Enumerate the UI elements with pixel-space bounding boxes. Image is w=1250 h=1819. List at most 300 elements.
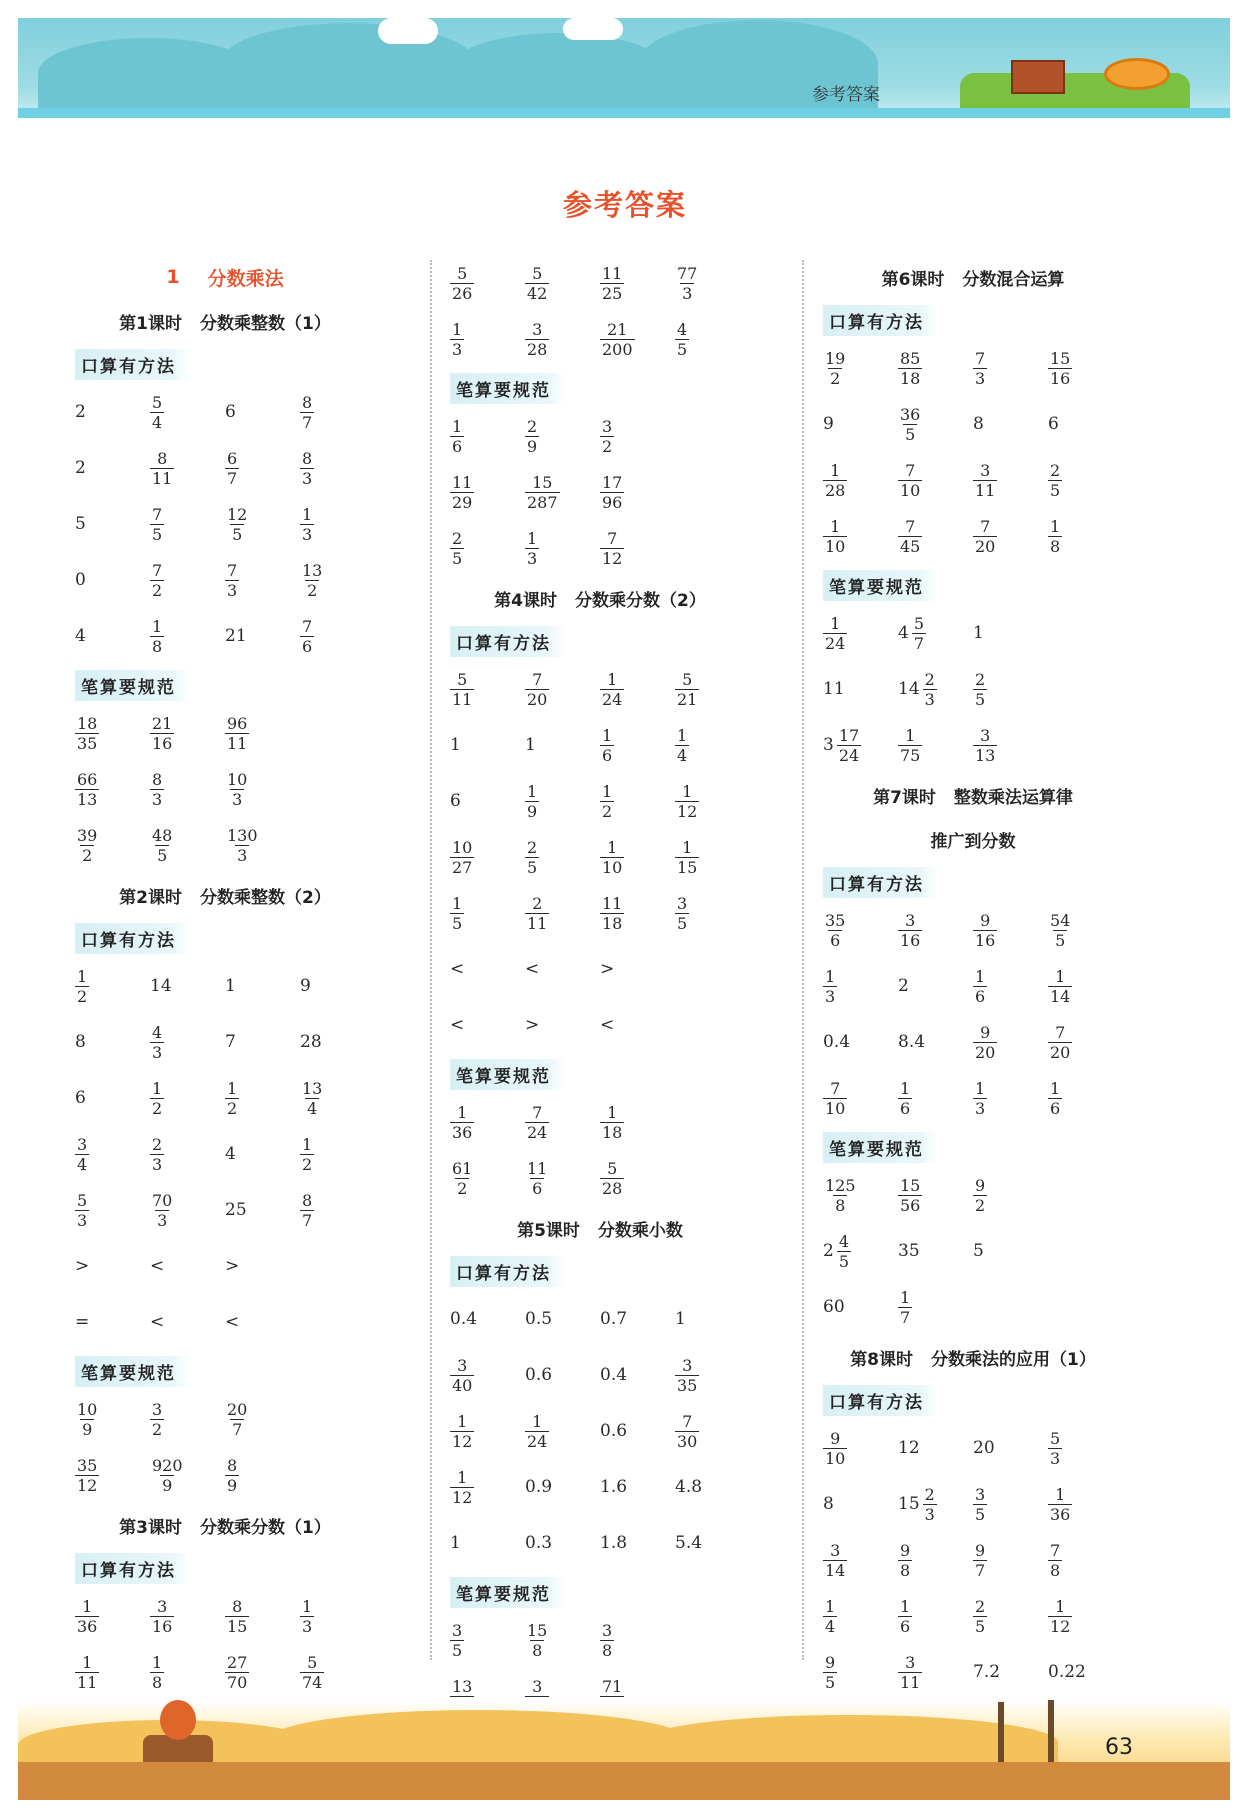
answer-cell (150, 617, 225, 656)
fraction-stack (525, 1103, 549, 1142)
numerator: 2 (532, 893, 543, 913)
section-heading: 口算有方法 (75, 1553, 190, 1584)
fraction (450, 838, 474, 877)
answer-cell (823, 1597, 898, 1636)
fraction-stack (675, 838, 699, 877)
denominator: 28 (602, 1178, 623, 1198)
numerator: 2 (527, 837, 538, 857)
answer-cell: 0 (75, 570, 86, 590)
denominator: 9 (527, 436, 538, 456)
fraction-stack (898, 517, 922, 556)
numerator: 20 (227, 1399, 248, 1419)
answer-row (450, 1150, 750, 1206)
denominator: 5 (905, 424, 916, 444)
fraction (973, 461, 997, 500)
tree-icon (998, 1702, 1004, 1762)
numerator: 7 (980, 516, 991, 536)
answer-cell: < (225, 1312, 240, 1332)
answer-cell (823, 1429, 898, 1468)
answer-cell (525, 417, 600, 456)
answer-cell (525, 320, 600, 359)
answer-cell: 0.6 (600, 1421, 628, 1441)
answer-row (823, 452, 1123, 508)
denominator: 3 (302, 1616, 313, 1636)
fraction (823, 726, 861, 765)
numerator: 1 (452, 416, 463, 436)
answer-row (75, 1391, 375, 1447)
answer-cell (600, 782, 675, 821)
fraction-stack (300, 561, 324, 600)
fraction-stack (675, 320, 689, 359)
numerator: 71 (602, 1676, 623, 1696)
fraction (300, 617, 314, 656)
answer-cell (1048, 1079, 1123, 1118)
fraction (450, 473, 474, 512)
denominator: 5 (975, 1504, 986, 1524)
answer-cell (600, 726, 675, 765)
fraction (450, 529, 464, 568)
numerator: 48 (152, 825, 173, 845)
answer-cell (75, 1597, 150, 1636)
fraction-stack (450, 529, 464, 568)
fraction (75, 1135, 89, 1174)
numerator: 11 (452, 472, 473, 492)
answer-row (75, 958, 375, 1014)
answer-column-3 (823, 255, 1123, 1700)
lesson-heading (75, 299, 375, 343)
fraction (525, 782, 539, 821)
fraction (898, 1288, 912, 1327)
fraction-stack (450, 1412, 474, 1451)
denominator: 36 (452, 1122, 473, 1142)
fraction-stack (75, 1135, 89, 1174)
numerator: 1 (302, 504, 313, 524)
tree-icon (1048, 1700, 1054, 1762)
fraction-stack (1048, 1079, 1062, 1118)
answer-cell: 28 (300, 1032, 322, 1052)
answer-cell: 8.4 (898, 1032, 926, 1052)
fraction-stack (150, 617, 164, 656)
section-heading: 口算有方法 (823, 1385, 938, 1416)
fraction-stack (150, 1597, 174, 1636)
denominator: 3 (682, 283, 693, 303)
denominator: 5 (1050, 480, 1061, 500)
numerator: 8 (152, 769, 163, 789)
answer-cell (675, 894, 750, 933)
numerator: 5 (77, 1190, 88, 1210)
fraction-stack (923, 670, 937, 709)
fraction (225, 714, 249, 753)
answer-cell: < (525, 959, 540, 979)
answer-row (823, 1279, 1123, 1335)
fraction (600, 838, 624, 877)
fraction-stack (973, 349, 987, 388)
fraction (150, 1023, 164, 1062)
answer-cell (150, 714, 225, 753)
answer-cell (150, 561, 225, 600)
answer-cell (898, 461, 973, 500)
answer-cell: > (75, 1256, 90, 1276)
denominator: 14 (825, 1560, 846, 1580)
answer-cell (75, 1135, 150, 1174)
denominator: 16 (152, 1616, 173, 1636)
numerator: 3 (77, 1134, 88, 1154)
fraction-stack (1048, 1485, 1072, 1524)
fraction (525, 320, 549, 359)
lesson-title: 分数乘小数 (597, 1220, 683, 1241)
denominator: 12 (452, 1487, 473, 1507)
whole-part: 15 (898, 1494, 920, 1514)
answer-row (75, 384, 375, 440)
numerator: 1 (1050, 1078, 1061, 1098)
page-header (18, 18, 1230, 118)
numerator: 2 (975, 1596, 986, 1616)
fraction (525, 264, 549, 303)
answer-cell (675, 264, 750, 303)
fraction (898, 1176, 922, 1215)
answer-row (75, 440, 375, 496)
answer-cell (1048, 517, 1123, 556)
fraction-stack (75, 1597, 99, 1636)
numerator: 3 (682, 1355, 693, 1375)
answer-cell: 35 (898, 1241, 920, 1261)
answer-cell (898, 1485, 973, 1524)
fraction-stack (525, 1159, 549, 1198)
denominator: 4 (77, 1154, 88, 1174)
fraction (525, 1159, 549, 1198)
denominator: 9 (527, 801, 538, 821)
fraction-stack (450, 473, 474, 512)
denominator: 6 (532, 1178, 543, 1198)
denominator: 7 (227, 468, 238, 488)
fraction-stack (75, 967, 89, 1006)
denominator: 74 (302, 1672, 323, 1692)
numerator: 15 (1050, 348, 1071, 368)
denominator: 20 (527, 689, 548, 709)
answer-cell: 60 (823, 1297, 845, 1317)
denominator: 8 (532, 1640, 543, 1660)
fraction (600, 1103, 624, 1142)
denominator: 35 (677, 1375, 698, 1395)
denominator: 5 (527, 857, 538, 877)
unit-title: 分数乘法 (207, 267, 284, 290)
header-hill (218, 23, 478, 108)
fraction (1048, 967, 1072, 1006)
answer-row (823, 1014, 1123, 1070)
numerator: 7 (302, 616, 313, 636)
denominator: 28 (527, 339, 548, 359)
fraction-stack (450, 1621, 464, 1660)
denominator: 8 (1050, 1560, 1061, 1580)
answer-cell (525, 1103, 600, 1142)
lesson-title: 分数混合运算 (962, 269, 1065, 290)
numerator: 1 (682, 837, 693, 857)
numerator: 17 (602, 472, 623, 492)
denominator: 7 (975, 1560, 986, 1580)
answer-cell: 1 (450, 735, 461, 755)
fraction-stack (1048, 1541, 1062, 1580)
fraction-stack (75, 770, 99, 809)
answer-cell (600, 264, 675, 303)
fraction (898, 726, 922, 765)
fraction-stack (450, 894, 464, 933)
numerator: 5 (913, 613, 925, 633)
fraction-stack (898, 726, 922, 765)
answer-cell: 0.5 (525, 1309, 553, 1329)
answer-row (75, 1070, 375, 1126)
answer-cell: 0.6 (525, 1365, 553, 1385)
fraction (525, 1621, 549, 1660)
denominator: 24 (527, 1122, 548, 1142)
answer-row (450, 661, 750, 717)
denominator: 5 (975, 1616, 986, 1636)
fraction-stack (675, 782, 699, 821)
answer-cell (1048, 1597, 1123, 1636)
answer-cell: 2 (75, 458, 86, 478)
fraction (675, 838, 699, 877)
section-heading: 笔算要规范 (823, 1132, 938, 1163)
numerator: 11 (527, 1158, 548, 1178)
answer-cell: 6 (75, 1088, 86, 1108)
fraction (600, 320, 635, 359)
numerator: 7 (1050, 1540, 1061, 1560)
answer-cell (225, 1653, 300, 1692)
numerator: 125 (825, 1175, 856, 1195)
fraction (823, 1597, 837, 1636)
fraction-stack (823, 1176, 858, 1215)
lesson-title: 分数乘整数（2） (200, 887, 331, 908)
lesson-label: 第7课时 (873, 787, 936, 808)
section-heading: 口算有方法 (450, 626, 565, 657)
worm-icon (160, 1700, 196, 1740)
denominator: 5 (452, 1640, 463, 1660)
denominator: 3 (1050, 1448, 1061, 1468)
answer-cell: 9 (300, 976, 311, 996)
answer-cell: 1 (675, 1309, 686, 1329)
fraction-stack (525, 670, 549, 709)
answer-cell (600, 417, 675, 456)
numerator: 920 (152, 1455, 183, 1475)
fraction (1048, 461, 1062, 500)
numerator: 5 (307, 1652, 318, 1672)
fraction (150, 1079, 164, 1118)
fraction (600, 670, 624, 709)
numerator: 8 (302, 392, 313, 412)
answer-cell (898, 726, 973, 765)
numerator: 21 (152, 713, 173, 733)
fraction (1048, 1541, 1062, 1580)
numerator: 1 (457, 1467, 468, 1487)
denominator: 200 (602, 339, 633, 359)
fraction (675, 670, 699, 709)
denominator: 6 (900, 1616, 911, 1636)
numerator: 6 (227, 448, 238, 468)
fraction-stack (675, 264, 699, 303)
header-band (18, 108, 1230, 118)
numerator: 1 (152, 1652, 163, 1672)
fraction-stack (600, 320, 635, 359)
answer-cell (75, 967, 150, 1006)
answer-cell: 20 (973, 1438, 995, 1458)
fraction-stack (898, 349, 922, 388)
fraction (898, 461, 922, 500)
fraction-stack (150, 449, 174, 488)
denominator: 30 (677, 1431, 698, 1451)
denominator: 6 (900, 1098, 911, 1118)
numerator: 9 (830, 1428, 841, 1448)
footer-hill (268, 1710, 688, 1770)
numerator: 2 (975, 669, 986, 689)
fraction (150, 1400, 164, 1439)
section-heading-wrap (75, 1350, 375, 1391)
fraction-stack (525, 894, 549, 933)
fraction-stack (837, 1232, 851, 1271)
fraction (675, 1356, 699, 1395)
fraction (450, 264, 474, 303)
fraction-stack (823, 1079, 847, 1118)
numerator: 9 (975, 1540, 986, 1560)
numerator: 1 (607, 1102, 618, 1122)
fraction (1048, 911, 1072, 950)
lesson-label: 第4课时 (494, 590, 557, 611)
answer-cell (525, 1412, 600, 1451)
answer-cell (823, 1232, 898, 1271)
fraction-stack (1048, 349, 1072, 388)
denominator: 2 (602, 801, 613, 821)
answer-cell (600, 1103, 675, 1142)
answer-row (450, 311, 750, 367)
denominator: 8 (152, 1672, 163, 1692)
answer-cell: = (75, 1312, 90, 1332)
fraction-stack (898, 1079, 912, 1118)
fraction (225, 1079, 239, 1118)
denominator: 11 (152, 468, 173, 488)
fraction-stack (150, 1191, 174, 1230)
fraction-stack (300, 1597, 314, 1636)
unit-heading (75, 255, 375, 299)
answer-cell: 0.4 (450, 1309, 478, 1329)
answer-cell: 4.8 (675, 1477, 703, 1497)
fraction (525, 473, 560, 512)
numerator: 3 (157, 1596, 168, 1616)
lesson-heading (823, 1335, 1123, 1379)
fraction-stack (225, 714, 249, 753)
fraction-stack (450, 264, 474, 303)
denominator: 20 (1050, 1042, 1071, 1062)
numerator: 1 (457, 1411, 468, 1431)
answer-cell (898, 1288, 973, 1327)
denominator: 3 (924, 1504, 935, 1524)
fraction-stack (973, 1597, 987, 1636)
fraction (525, 894, 549, 933)
fraction-stack (973, 1541, 987, 1580)
fraction (675, 320, 689, 359)
answer-cell: 8 (973, 414, 984, 434)
numerator: 1 (830, 613, 841, 633)
answer-cell (450, 320, 525, 359)
numerator: 2 (152, 1134, 163, 1154)
answer-row (450, 1094, 750, 1150)
numerator: 21 (607, 319, 628, 339)
fraction-stack (675, 1412, 699, 1451)
answer-cell (525, 1621, 600, 1660)
denominator: 20 (975, 536, 996, 556)
fraction (675, 726, 689, 765)
answer-row (75, 608, 375, 664)
denominator: 11 (900, 1672, 921, 1692)
lesson-title: 分数乘分数（2） (575, 590, 706, 611)
answer-row (823, 661, 1123, 717)
numerator: 1 (1050, 516, 1061, 536)
fraction-stack (898, 461, 922, 500)
answer-row (75, 1126, 375, 1182)
answer-cell (525, 264, 600, 303)
denominator: 11 (975, 480, 996, 500)
numerator: 8 (157, 448, 168, 468)
answer-cell: 2 (898, 976, 909, 996)
fraction-stack (600, 1621, 614, 1660)
answer-row (823, 1644, 1123, 1700)
answer-cell: 6 (1048, 414, 1059, 434)
fraction-stack (675, 670, 699, 709)
denominator: 10 (825, 1098, 846, 1118)
denominator: 11 (77, 1672, 98, 1692)
fraction (973, 1023, 997, 1062)
numerator: 9 (980, 910, 991, 930)
numerator: 1 (975, 1078, 986, 1098)
denominator: 16 (152, 733, 173, 753)
lesson-title: 整数乘法运算律 (953, 787, 1073, 808)
answer-cell: 12 (898, 1438, 920, 1458)
fraction (675, 264, 699, 303)
answer-cell (450, 1621, 525, 1660)
answer-cell (150, 1400, 225, 1439)
answer-cell (75, 770, 150, 809)
fraction (150, 617, 164, 656)
numerator: 17 (838, 725, 860, 745)
answer-row (823, 1476, 1123, 1532)
fraction-stack (525, 1412, 549, 1451)
fraction-stack (300, 1653, 324, 1692)
page-number: 63 (1105, 1735, 1133, 1760)
denominator: 5 (975, 689, 986, 709)
fraction (823, 967, 837, 1006)
answer-cell (973, 1541, 1048, 1580)
answer-row (75, 1294, 375, 1350)
answer-cell (225, 1079, 300, 1118)
lesson-heading (450, 576, 750, 620)
fraction (150, 449, 174, 488)
numerator: 3 (905, 1652, 916, 1672)
answer-cell (675, 838, 750, 877)
answer-cell (300, 561, 375, 600)
fraction (973, 726, 997, 765)
numerator: 1 (527, 528, 538, 548)
fraction-stack (600, 417, 614, 456)
fraction (823, 1079, 847, 1118)
answer-cell (450, 838, 525, 877)
fraction-stack (973, 1023, 997, 1062)
fraction (300, 1653, 324, 1692)
answer-cell (823, 1079, 898, 1118)
denominator: 24 (825, 633, 846, 653)
denominator: 11 (227, 733, 248, 753)
fraction (300, 561, 324, 600)
numerator: 7 (607, 528, 618, 548)
answer-cell (150, 1597, 225, 1636)
answer-cell (75, 826, 150, 865)
fraction (823, 349, 847, 388)
